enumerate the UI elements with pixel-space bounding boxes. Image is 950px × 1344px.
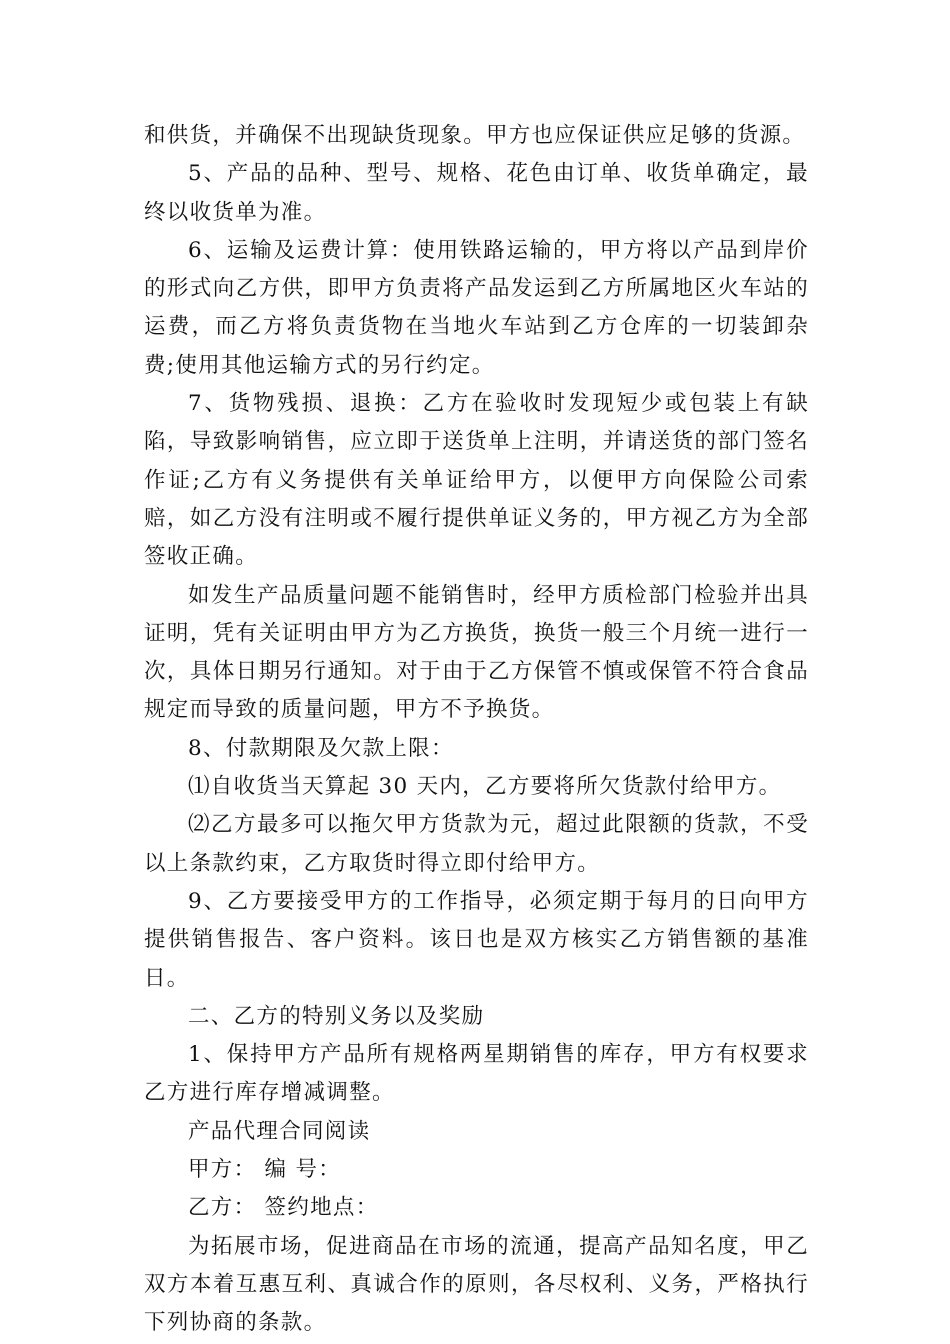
paragraph-preamble: 为拓展市场，促进商品在市场的流通，提高产品知名度，甲乙双方本着互惠互利、真诚合作的原则，各尽权利、义务，严格执行下列协商的条款。 <box>144 1233 809 1336</box>
paragraph-clause-7: 7、货物残损、退换：乙方在验收时发现短少或包装上有缺陷，导致影响销售，应立即于送货单上注明，并请送货的部门签名作证;乙方有义务提供有关单证给甲方，以便甲方向保险公司索赔，如乙方没有注明或不履行提供单证义务的，甲方视乙方为全部签收正确。 <box>144 391 809 570</box>
paragraph-clause-8-2: ⑵乙方最多可以拖欠甲方货款为元，超过此限额的货款，不受以上条款约束，乙方取货时得立即付给甲方。 <box>144 812 809 876</box>
paragraph-clause-9: 9、乙方要接受甲方的工作指导，必须定期于每月的日向甲方提供销售报告、客户资料。该日也是双方核实乙方销售额的基准日。 <box>144 888 809 991</box>
paragraph-clause-5: 5、产品的品种、型号、规格、花色由订单、收货单确定，最终以收货单为准。 <box>144 161 809 225</box>
paragraph-section-2-clause-1: 1、保持甲方产品所有规格两星期销售的库存，甲方有权要求乙方进行库存增减调整。 <box>144 1042 809 1106</box>
party-a-line: 甲方： 编 号： <box>188 1157 342 1183</box>
section-heading-2: 二、乙方的特别义务以及奖励 <box>188 1003 485 1029</box>
document-body <box>144 117 809 1343</box>
party-b-line: 乙方： 签约地点： <box>188 1195 379 1221</box>
paragraph-clause-6: 6、运输及运费计算：使用铁路运输的，甲方将以产品到岸价的形式向乙方供，即甲方负责将产品发运到乙方所属地区火车站的运费，而乙方将负责货物在当地火车站到乙方仓库的一切装卸杂费;使用其他运输方式的另行约定。 <box>144 237 809 378</box>
paragraph-continuation: 和供货，并确保不出现缺货现象。甲方也应保证供应足够的货源。 <box>144 123 806 148</box>
paragraph-clause-8-1: ⑴自收货当天算起 30 天内，乙方要将所欠货款付给甲方。 <box>188 774 782 800</box>
contract-title: 产品代理合同阅读 <box>188 1118 371 1144</box>
paragraph-clause-8: 8、付款期限及欠款上限： <box>188 735 454 761</box>
paragraph-quality-exchange: 如发生产品质量问题不能销售时，经甲方质检部门检验并出具证明，凭有关证明由甲方为乙方换货，换货一般三个月统一进行一次，具体日期另行通知。对于由于乙方保管不慎或保管不符合食品规定而导致的质量问题，甲方不予换货。 <box>144 582 809 723</box>
